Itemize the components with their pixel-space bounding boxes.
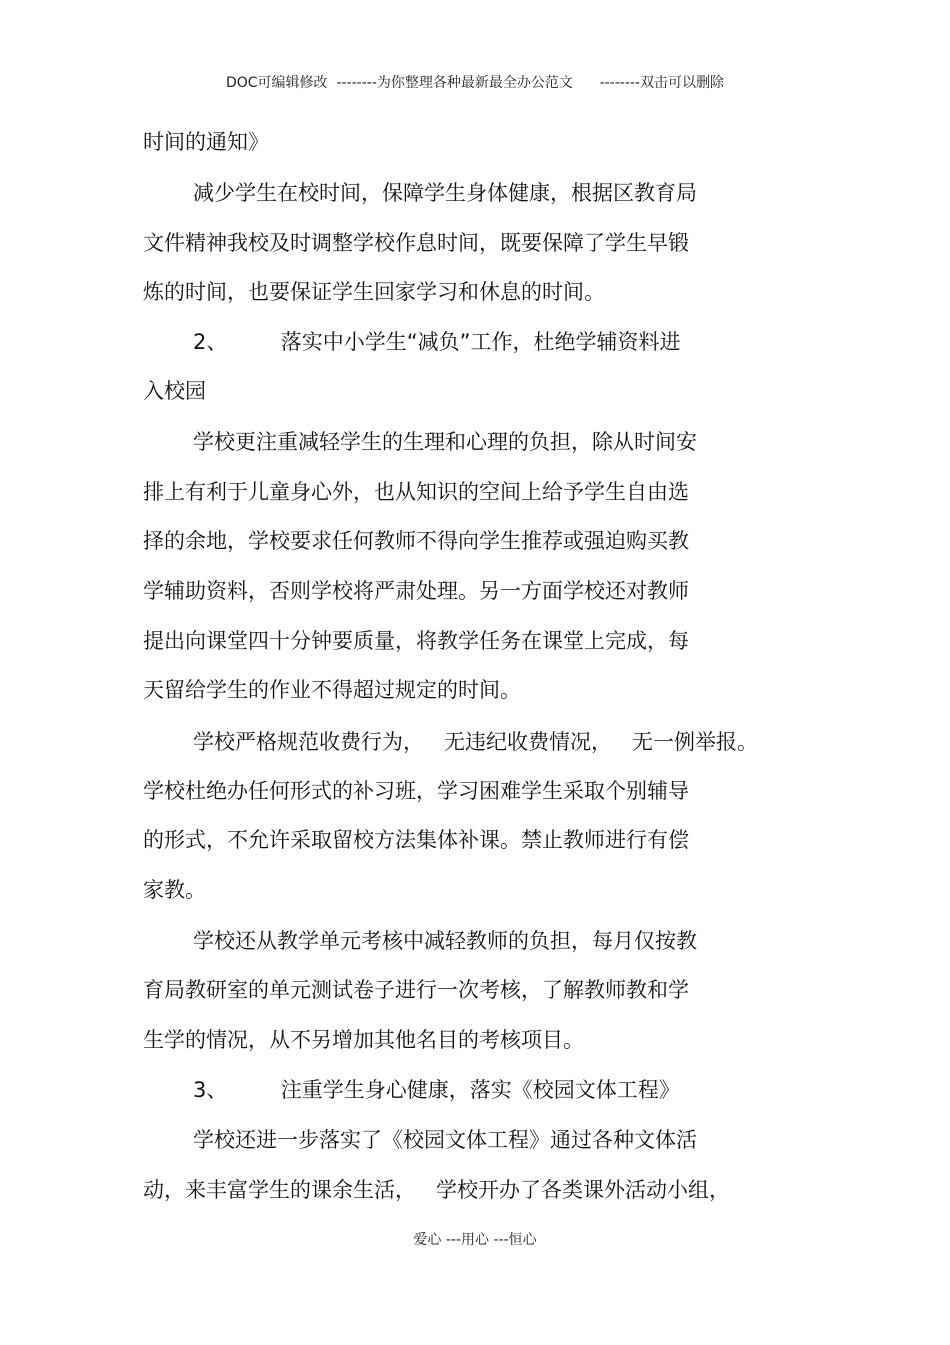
paragraph-line: 天留给学生的作业不得超过规定的时间。 [143,678,521,702]
paragraph-line: 学校杜绝办任何形式的补习班，学习困难学生采取个别辅导 [143,779,689,803]
paragraph-line: 动，来丰富学生的课余生活， 学校开办了各类课外活动小组， [143,1178,731,1202]
paragraph-line: 时间的通知》 [143,130,269,154]
page-footer: 爱心 ---用心 ---恒心 [413,1232,537,1248]
paragraph-line: 家教。 [143,878,206,902]
page-header: DOC可编辑修改 --------为你整理各种最新最全办公范文 --------双击可以删除 [225,75,724,91]
paragraph-line: 学校更注重减轻学生的生理和心理的负担，除从时间安 [193,430,697,454]
paragraph-line: 学校严格规范收费行为， 无违纪收费情况， 无一例举报。 [193,730,759,754]
paragraph-line: 减少学生在校时间，保障学生身体健康，根据区教育局 [193,181,697,205]
paragraph-line: 文件精神我校及时调整学校作息时间，既要保障了学生早锻 [143,231,689,255]
section-heading: 3、 注重学生身心健康，落实《校园文体工程》 [193,1078,680,1102]
paragraph-line: 炼的时间，也要保证学生回家学习和休息的时间。 [143,280,605,304]
section-heading: 2、 落实中小学生“减负”工作，杜绝学辅资料进 [193,330,681,354]
paragraph-line: 择的余地，学校要求任何教师不得向学生推荐或强迫购买教 [143,529,689,553]
paragraph-line: 排上有利于儿童身心外，也从知识的空间上给予学生自由选 [143,480,689,504]
paragraph-line: 学辅助资料，否则学校将严肃处理。另一方面学校还对教师 [143,579,689,603]
paragraph-line: 学校还进一步落实了《校园文体工程》通过各种文体活 [193,1128,697,1152]
paragraph-line: 提出向课堂四十分钟要质量，将教学任务在课堂上完成，每 [143,629,689,653]
paragraph-line: 生学的情况，从不另增加其他名目的考核项目。 [143,1028,584,1052]
paragraph-line: 育局教研室的单元测试卷子进行一次考核，了解教师教和学 [143,978,689,1002]
paragraph-line: 的形式，不允许采取留校方法集体补课。禁止教师进行有偿 [143,828,689,852]
section-heading-cont: 入校园 [143,379,206,403]
paragraph-line: 学校还从教学单元考核中减轻教师的负担，每月仅按教 [193,929,697,953]
